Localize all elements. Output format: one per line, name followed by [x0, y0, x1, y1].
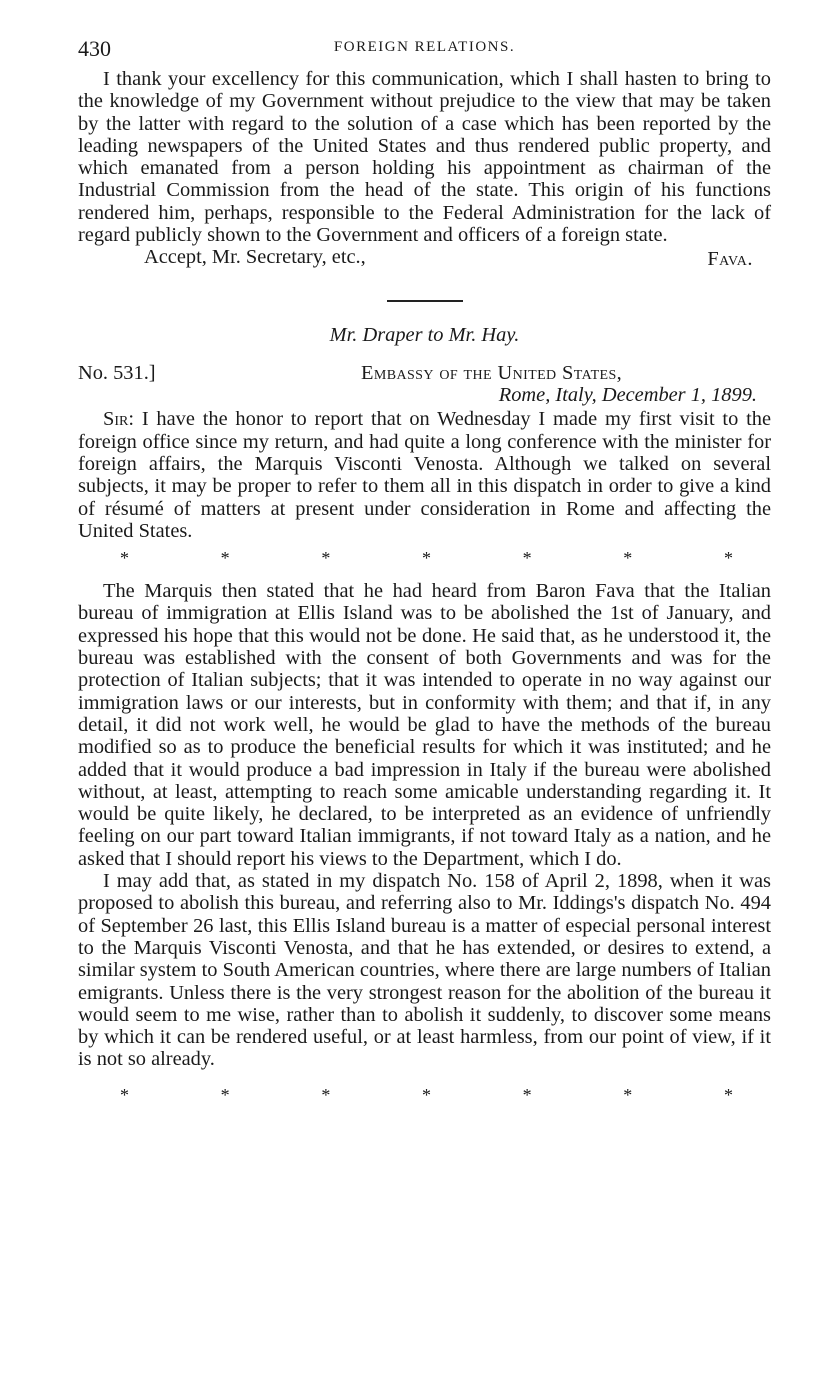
dispatch-dateline	[78, 362, 771, 408]
dispatch-number: No. 531.]	[78, 362, 156, 385]
star: *	[623, 1084, 633, 1105]
star: *	[522, 1084, 532, 1105]
star: *	[421, 548, 431, 569]
page-number: 430	[78, 36, 111, 61]
ellipsis-stars-1	[78, 546, 771, 570]
star: *	[723, 548, 733, 569]
document-page	[78, 36, 771, 1107]
star: *	[120, 548, 129, 569]
page-header	[78, 36, 771, 62]
star: *	[623, 548, 633, 569]
closing-paragraph: I thank your excellency for this communication, which I shall hasten to bring to the knowledge of my Government without prejudice to the view that may be taken by the latter with regard to the solution of a case which has been reported by the leading newspapers of the United States and thus rendered public property, and which emanated from a person holding his appointment as chairman of the Industrial Commission from the head of the state. This origin of his functions rendered him, perhaps, responsible to the Federal Administration for the lack of regard publicly shown to the Government and officers of a foreign state.	[78, 68, 771, 247]
place-date: Rome, Italy, December 1, 1899.	[498, 384, 757, 407]
dispatch-paragraph-1	[78, 408, 771, 542]
star: *	[321, 548, 331, 569]
star: *	[421, 1084, 431, 1105]
dispatch-title: Mr. Draper to Mr. Hay.	[329, 324, 520, 347]
signer-name: Fava.	[707, 248, 753, 271]
embassy-heading: Embassy of the United States,	[361, 362, 623, 385]
star: *	[120, 1084, 129, 1105]
paragraph-1-text: I have the honor to report that on Wednesday I made my first visit to the foreign office since my return, and had quite a long conference with the minister for foreign affairs, the Marquis Visconti Venosta. Although we talked on several subjects, it may be proper to refer to them all in this dispatch in order to give a kind of résumé of matters at present under consideration in Rome and affecting the United States.	[78, 408, 771, 542]
salutation: Sir:	[103, 408, 135, 431]
dispatch-paragraph-2: The Marquis then stated that he had heard from Baron Fava that the Italian bureau of immigration at Ellis Island was to be abolished the 1st of January, and expressed his hope that this would not be done. He said that, as he understood it, the bureau was established with the consent of both Governments and was for the protection of Italian subjects; that it was intended to operate in no way against our immigration laws or our interests, but in conformity with them; and that if, in any detail, it did not work well, he would be glad to have the methods of the bureau modified so as to produce the beneficial results for which it was instituted; and he added that it would produce a bad impression in Italy if the bureau were abolished without, at least, attempting to reach some amicable understanding regarding it. It would be quite likely, he declared, to be interpreted as an evidence of unfriendly feeling on our part toward Italian immigrants, if not toward Italy as a nation, and he asked that I should report his views to the Department, which I do.	[78, 580, 771, 870]
star: *	[321, 1084, 331, 1105]
running-title: FOREIGN RELATIONS.	[333, 39, 516, 55]
closing-signature-line	[78, 246, 771, 270]
ellipsis-stars-2	[78, 1083, 771, 1107]
star: *	[220, 1084, 230, 1105]
star: *	[522, 548, 532, 569]
complimentary-close: Accept, Mr. Secretary, etc.,	[144, 246, 366, 269]
dispatch-paragraph-3: I may add that, as stated in my dispatch No. 158 of April 2, 1898, when it was proposed to abolish this bureau, and referring also to Mr. Iddings's dispatch No. 494 of September 26 last, this Ellis Island bureau is a matter of especial personal interest to the Marquis Visconti Venosta, and that he has extended, or desires to extend, a similar system to South American countries, where there are large numbers of Italian emigrants. Unless there is the very strongest reason for the abolition of the bureau it would seem to me wise, rather than to abolish it suddenly, to discover some means by which it can be rendered useful, or at least harmless, from our point of view, if it is not so already.	[78, 870, 771, 1071]
star: *	[723, 1084, 733, 1105]
section-divider	[387, 300, 463, 302]
star: *	[220, 548, 230, 569]
